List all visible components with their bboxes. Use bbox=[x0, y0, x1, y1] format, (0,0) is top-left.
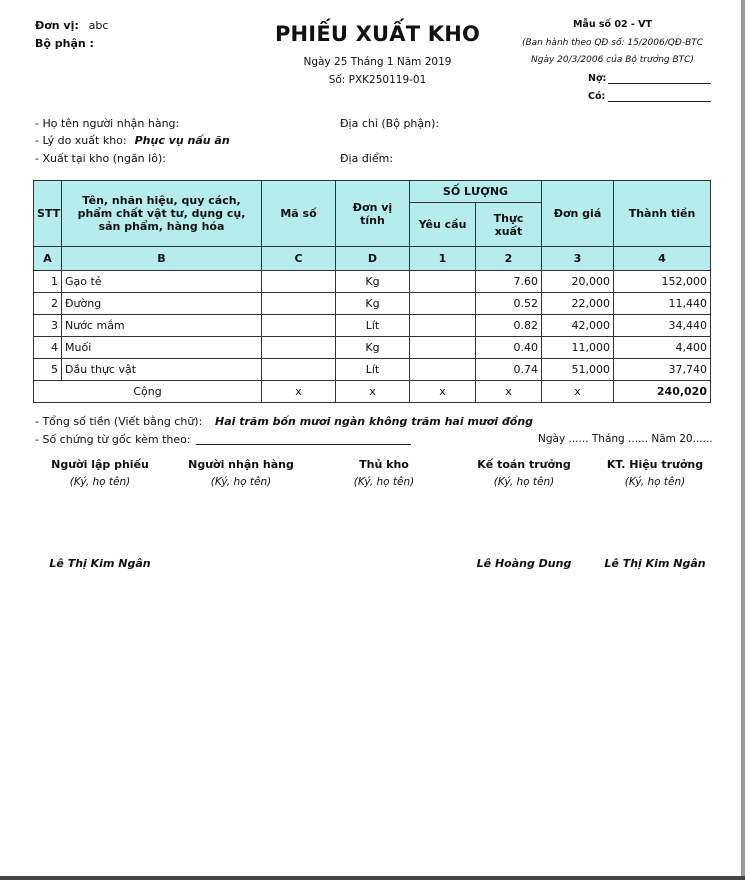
signature-title-preparer: Người lập phiếu bbox=[51, 458, 149, 471]
table-row bbox=[34, 271, 711, 293]
row-stt: 5 bbox=[34, 359, 62, 381]
row-unit: Kg bbox=[336, 271, 410, 293]
signature-note-storekeeper: (Ký, họ tên) bbox=[353, 476, 415, 488]
amount-in-words-label: - Tổng số tiền (Viết bằng chữ): bbox=[35, 415, 203, 428]
sign-date-blank: Ngày ...... Tháng ...... Năm 20...... bbox=[538, 433, 713, 445]
reason-line bbox=[35, 134, 230, 147]
total-price: x bbox=[542, 381, 614, 403]
debit-label: Nợ: bbox=[588, 73, 607, 84]
header-item-name: Tên, nhãn hiệu, quy cách, phẩm chất vật tư, dụng cụ, sản phẩm, hàng hóa bbox=[62, 181, 262, 247]
table-row bbox=[34, 359, 711, 381]
row-unit: Kg bbox=[336, 337, 410, 359]
signature-title-storekeeper: Thủ kho bbox=[359, 458, 409, 471]
row-actual: 7.60 bbox=[476, 271, 542, 293]
row-code bbox=[262, 315, 336, 337]
header-requested: Yêu cầu bbox=[410, 203, 476, 247]
debit-line bbox=[608, 83, 711, 84]
total-actual: x bbox=[476, 381, 542, 403]
row-price: 20,000 bbox=[542, 271, 614, 293]
header-amount: Thành tiền bbox=[614, 181, 711, 247]
signature-note-principal: (Ký, họ tên) bbox=[624, 476, 686, 488]
total-code: x bbox=[262, 381, 336, 403]
row-amount: 11,440 bbox=[614, 293, 711, 315]
code-col-d: D bbox=[336, 247, 410, 271]
page-right-edge bbox=[741, 0, 745, 880]
code-col-a: A bbox=[34, 247, 62, 271]
row-item-name: Gạo tẻ bbox=[62, 271, 262, 293]
code-col-2: 2 bbox=[476, 247, 542, 271]
row-amount: 4,400 bbox=[614, 337, 711, 359]
address-label: Địa chỉ (Bộ phận): bbox=[340, 117, 440, 130]
credit-line bbox=[608, 101, 711, 102]
row-amount: 37,740 bbox=[614, 359, 711, 381]
row-requested bbox=[410, 359, 476, 381]
unit-line bbox=[35, 19, 108, 32]
form-number: Mẫu số 02 - VT bbox=[572, 19, 653, 30]
total-amount: 240,020 bbox=[614, 381, 711, 403]
signature-title-principal: KT. Hiệu trưởng bbox=[606, 458, 704, 471]
warehouse-label: - Xuất tại kho (ngăn lô): bbox=[35, 152, 166, 165]
row-price: 51,000 bbox=[542, 359, 614, 381]
signature-note-chief-accountant: (Ký, họ tên) bbox=[493, 476, 555, 488]
header-unit: Đơn vị tính bbox=[336, 181, 410, 247]
header-code: Mã số bbox=[262, 181, 336, 247]
document-date: Ngày 25 Tháng 1 Năm 2019 bbox=[303, 56, 452, 68]
row-actual: 0.40 bbox=[476, 337, 542, 359]
row-price: 11,000 bbox=[542, 337, 614, 359]
total-row bbox=[34, 381, 711, 403]
row-code bbox=[262, 271, 336, 293]
attached-docs-label: - Số chứng từ gốc kèm theo: bbox=[35, 433, 191, 446]
row-item-name: Đường bbox=[62, 293, 262, 315]
reason-value: Phục vụ nấu ăn bbox=[134, 134, 230, 147]
header-price: Đơn giá bbox=[542, 181, 614, 247]
page-bottom-edge bbox=[0, 876, 745, 880]
table-row bbox=[34, 337, 711, 359]
signature-name-principal: Lê Thị Kim Ngân bbox=[604, 557, 706, 570]
dept-label: Bộ phận : bbox=[35, 37, 94, 50]
signature-name-preparer: Lê Thị Kim Ngân bbox=[49, 557, 151, 570]
row-requested bbox=[410, 315, 476, 337]
row-requested bbox=[410, 271, 476, 293]
row-item-name: Dầu thực vật bbox=[62, 359, 262, 381]
form-regulation-date: Ngày 20/3/2006 của Bộ trưởng BTC) bbox=[531, 55, 694, 65]
row-unit: Lít bbox=[336, 315, 410, 337]
reason-label: - Lý do xuất kho: bbox=[35, 134, 127, 147]
signature-name-chief-accountant: Lê Hoàng Dung bbox=[476, 557, 572, 570]
document-number: Số: PXK250119-01 bbox=[328, 74, 427, 86]
table-row bbox=[34, 315, 711, 337]
row-stt: 1 bbox=[34, 271, 62, 293]
row-actual: 0.52 bbox=[476, 293, 542, 315]
code-col-4: 4 bbox=[614, 247, 711, 271]
signature-note-preparer: (Ký, họ tên) bbox=[69, 476, 131, 488]
row-amount: 34,440 bbox=[614, 315, 711, 337]
code-col-3: 3 bbox=[542, 247, 614, 271]
attached-docs-line bbox=[196, 444, 411, 445]
row-code bbox=[262, 293, 336, 315]
row-code bbox=[262, 359, 336, 381]
location-label: Địa điểm: bbox=[340, 152, 394, 165]
signature-title-chief-accountant: Kế toán trưởng bbox=[477, 458, 571, 471]
header-actual: Thực xuất bbox=[476, 203, 542, 247]
row-price: 22,000 bbox=[542, 293, 614, 315]
amount-in-words-value: Hai trăm bốn mươi ngàn không trăm hai mươi đồng bbox=[215, 415, 534, 428]
row-item-name: Nước mắm bbox=[62, 315, 262, 337]
row-requested bbox=[410, 293, 476, 315]
recipient-label: - Họ tên người nhận hàng: bbox=[35, 117, 180, 130]
total-label: Cộng bbox=[34, 381, 262, 403]
row-actual: 0.82 bbox=[476, 315, 542, 337]
items-table bbox=[33, 180, 711, 403]
row-stt: 4 bbox=[34, 337, 62, 359]
row-price: 42,000 bbox=[542, 315, 614, 337]
row-stt: 2 bbox=[34, 293, 62, 315]
row-actual: 0.74 bbox=[476, 359, 542, 381]
code-col-c: C bbox=[262, 247, 336, 271]
code-col-1: 1 bbox=[410, 247, 476, 271]
code-col-b: B bbox=[62, 247, 262, 271]
row-unit: Lít bbox=[336, 359, 410, 381]
unit-value: abc bbox=[88, 19, 109, 32]
row-amount: 152,000 bbox=[614, 271, 711, 293]
total-unit: x bbox=[336, 381, 410, 403]
row-code bbox=[262, 337, 336, 359]
signature-title-receiver: Người nhận hàng bbox=[188, 458, 294, 471]
row-unit: Kg bbox=[336, 293, 410, 315]
total-requested: x bbox=[410, 381, 476, 403]
unit-label: Đơn vị: bbox=[35, 19, 79, 32]
table-row bbox=[34, 293, 711, 315]
signature-note-receiver: (Ký, họ tên) bbox=[210, 476, 272, 488]
row-stt: 3 bbox=[34, 315, 62, 337]
header-stt: STT bbox=[34, 181, 62, 247]
row-item-name: Muối bbox=[62, 337, 262, 359]
credit-label: Có: bbox=[588, 91, 606, 102]
form-regulation-note: (Ban hành theo QĐ số: 15/2006/QĐ-BTC bbox=[521, 38, 704, 48]
document-title: PHIẾU XUẤT KHO bbox=[274, 22, 481, 46]
row-requested bbox=[410, 337, 476, 359]
header-quantity: SỐ LƯỢNG bbox=[410, 181, 542, 203]
